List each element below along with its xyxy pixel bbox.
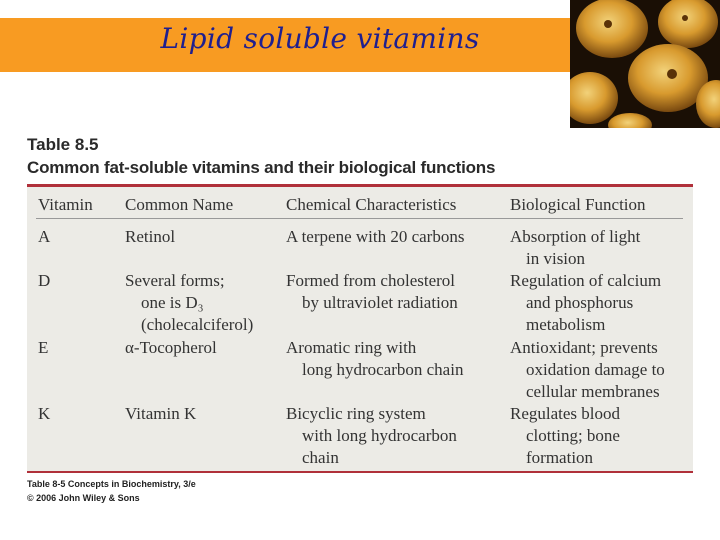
vitamin-table (27, 184, 693, 473)
function-cell: Absorption of light in vision (510, 227, 641, 268)
chemical-cell: Bicyclic ring system with long hydrocarbon chain (286, 404, 457, 467)
common-name-cell: Several forms; one is D₃ (cholecalciferol) (125, 271, 254, 334)
copyright-notice: © 2006 John Wiley & Sons (27, 493, 140, 503)
chemical-cell: Aromatic ring with long hydrocarbon chain (286, 338, 464, 379)
column-header-common-name: Common Name (125, 195, 234, 214)
chemical-cell: A terpene with 20 carbons (286, 227, 465, 246)
source-credit: Table 8-5 Concepts in Biochemistry, 3/e (27, 479, 196, 489)
common-name-cell: Vitamin K (125, 404, 197, 423)
cell-micrograph-image (570, 0, 720, 128)
column-header-vitamin: Vitamin (38, 195, 93, 214)
function-cell: Antioxidant; prevents oxidation damage to cellular membranes (510, 338, 665, 401)
vitamin-cell: E (38, 338, 49, 357)
column-header-chemical: Chemical Characteristics (286, 195, 457, 214)
vitamin-cell: A (38, 227, 51, 246)
function-cell: Regulates blood clotting; bone formation (510, 404, 621, 467)
table-caption: Common fat-soluble vitamins and their biological functions (27, 158, 496, 177)
slide-title: Lipid soluble vitamins (160, 22, 480, 55)
function-cell: Regulation of calcium and phosphorus metabolism (510, 271, 662, 334)
header-rule (36, 218, 683, 219)
common-name-cell: α-Tocopherol (125, 338, 217, 357)
vitamin-cell: D (38, 271, 51, 290)
table-label: Table 8.5 (27, 135, 99, 154)
vitamin-cell: K (38, 404, 51, 423)
common-name-cell: Retinol (125, 227, 176, 246)
chemical-cell: Formed from cholesterol by ultraviolet radiation (286, 271, 458, 312)
column-header-function: Biological Function (510, 195, 646, 214)
